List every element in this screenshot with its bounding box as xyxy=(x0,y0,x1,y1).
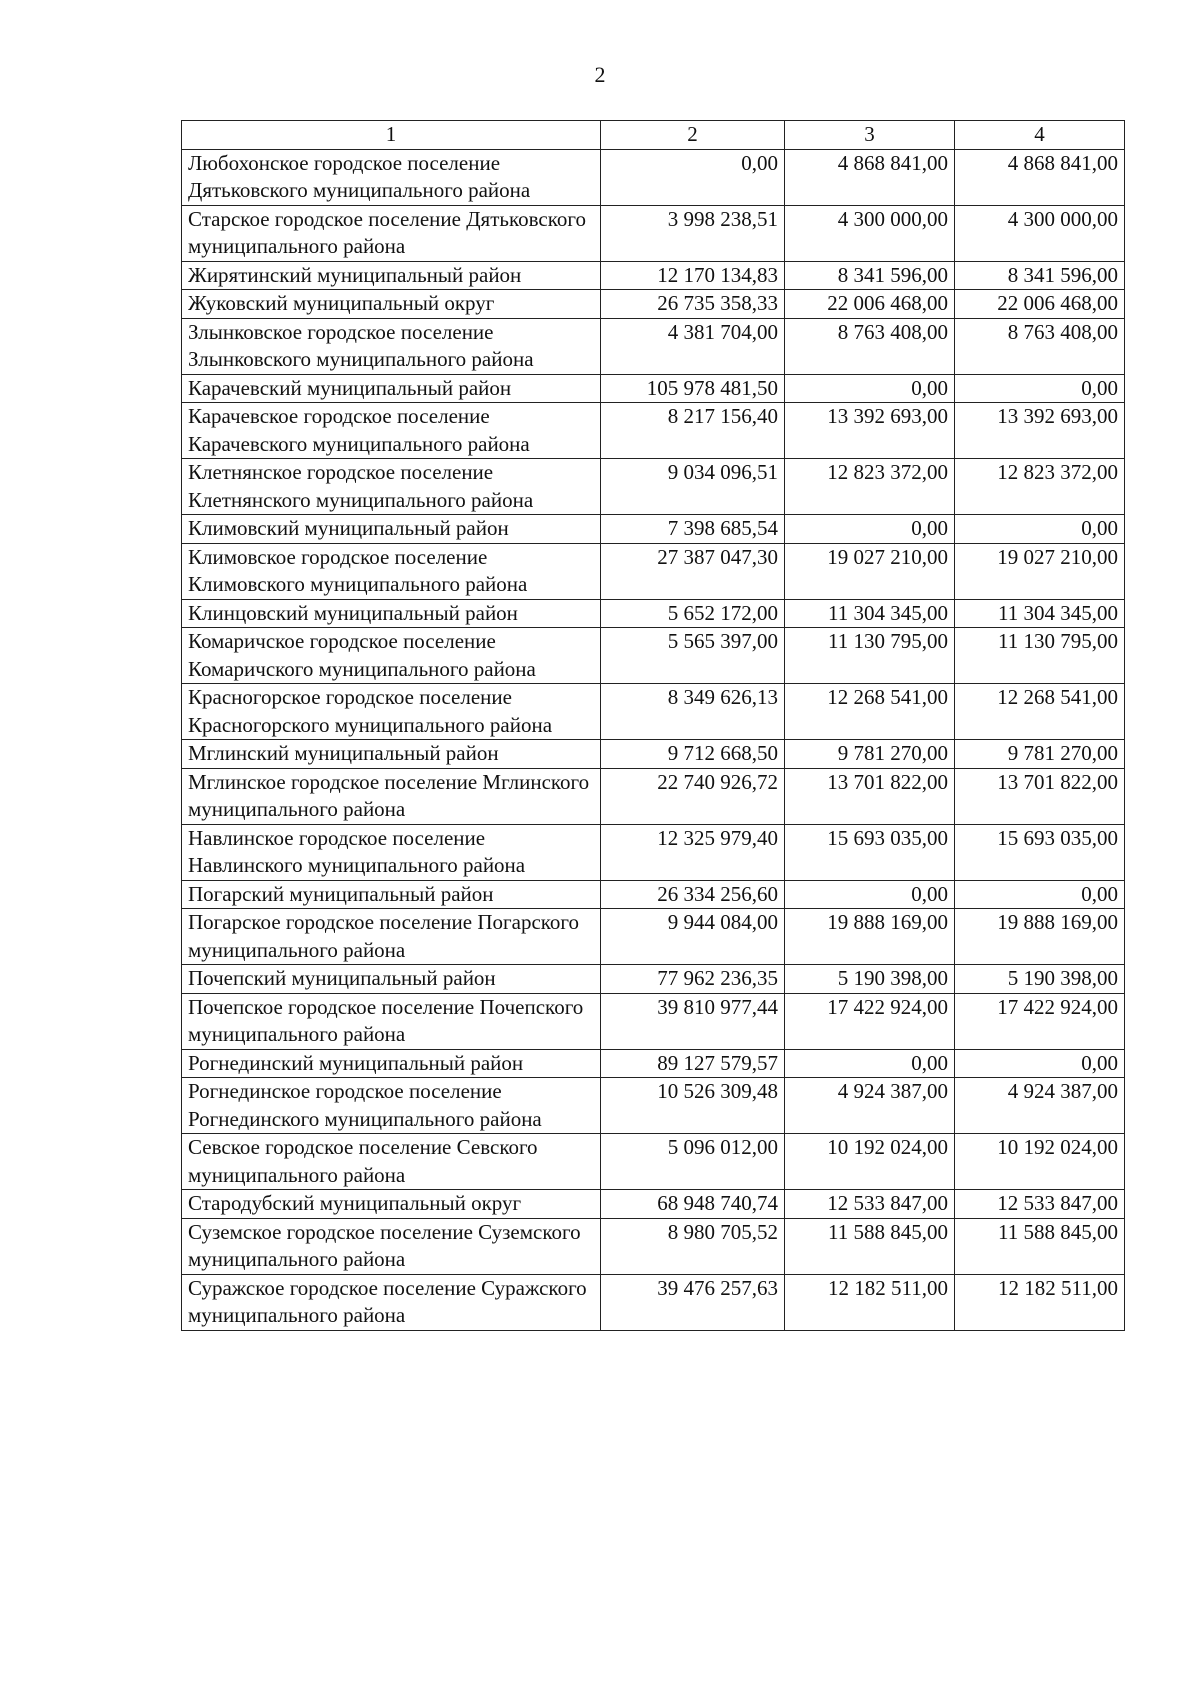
column-4-value-cell: 8 341 596,00 xyxy=(955,261,1125,290)
column-2-value-cell: 5 565 397,00 xyxy=(601,628,785,684)
column-3-value-cell: 12 268 541,00 xyxy=(785,684,955,740)
column-2-value-cell: 12 170 134,83 xyxy=(601,261,785,290)
column-3-value-cell: 22 006 468,00 xyxy=(785,290,955,319)
column-3-value-cell: 11 130 795,00 xyxy=(785,628,955,684)
column-2-value-cell: 12 325 979,40 xyxy=(601,824,785,880)
table-row xyxy=(182,965,1125,994)
table-row xyxy=(182,993,1125,1049)
municipality-name-cell: Красногорское городское поселение Красногорского муниципального района xyxy=(182,684,601,740)
table-row xyxy=(182,824,1125,880)
page-number: 2 xyxy=(594,62,606,87)
column-4-value-cell: 13 392 693,00 xyxy=(955,403,1125,459)
municipality-name-cell: Клетнянское городское поселение Клетнянского муниципального района xyxy=(182,459,601,515)
column-4-value-cell: 15 693 035,00 xyxy=(955,824,1125,880)
column-3-value-cell: 5 190 398,00 xyxy=(785,965,955,994)
municipality-name-cell: Севское городское поселение Севского муниципального района xyxy=(182,1134,601,1190)
column-3-value-cell: 15 693 035,00 xyxy=(785,824,955,880)
column-3-value-cell: 12 182 511,00 xyxy=(785,1274,955,1330)
column-4-value-cell: 17 422 924,00 xyxy=(955,993,1125,1049)
allocation-table xyxy=(181,120,1125,1331)
table-row xyxy=(182,1274,1125,1330)
column-3-value-cell: 0,00 xyxy=(785,374,955,403)
table-body xyxy=(182,149,1125,1330)
column-2-value-cell: 26 735 358,33 xyxy=(601,290,785,319)
municipality-name-cell: Рогнединский муниципальный район xyxy=(182,1049,601,1078)
column-2-value-cell: 27 387 047,30 xyxy=(601,543,785,599)
column-3-value-cell: 11 304 345,00 xyxy=(785,599,955,628)
table-row xyxy=(182,403,1125,459)
column-2-value-cell: 9 944 084,00 xyxy=(601,909,785,965)
column-4-value-cell: 0,00 xyxy=(955,1049,1125,1078)
column-3-value-cell: 12 823 372,00 xyxy=(785,459,955,515)
column-3-value-cell: 8 763 408,00 xyxy=(785,318,955,374)
column-3-value-cell: 19 888 169,00 xyxy=(785,909,955,965)
municipality-name-cell: Жирятинский муниципальный район xyxy=(182,261,601,290)
table-row xyxy=(182,149,1125,205)
municipality-name-cell: Почепский муниципальный район xyxy=(182,965,601,994)
column-4-value-cell: 9 781 270,00 xyxy=(955,740,1125,769)
column-3-value-cell: 9 781 270,00 xyxy=(785,740,955,769)
municipality-name-cell: Карачевское городское поселение Карачевского муниципального района xyxy=(182,403,601,459)
column-2-value-cell: 105 978 481,50 xyxy=(601,374,785,403)
column-header-2: 2 xyxy=(601,121,785,150)
column-2-value-cell: 89 127 579,57 xyxy=(601,1049,785,1078)
column-2-value-cell: 8 349 626,13 xyxy=(601,684,785,740)
table-row xyxy=(182,880,1125,909)
column-3-value-cell: 19 027 210,00 xyxy=(785,543,955,599)
column-3-value-cell: 8 341 596,00 xyxy=(785,261,955,290)
municipality-name-cell: Клинцовский муниципальный район xyxy=(182,599,601,628)
column-2-value-cell: 10 526 309,48 xyxy=(601,1078,785,1134)
column-4-value-cell: 12 533 847,00 xyxy=(955,1190,1125,1219)
column-header-4: 4 xyxy=(955,121,1125,150)
municipality-name-cell: Мглинский муниципальный район xyxy=(182,740,601,769)
column-4-value-cell: 10 192 024,00 xyxy=(955,1134,1125,1190)
column-3-value-cell: 4 924 387,00 xyxy=(785,1078,955,1134)
table-row xyxy=(182,909,1125,965)
table-row xyxy=(182,318,1125,374)
municipality-name-cell: Злынковское городское поселение Злынковского муниципального района xyxy=(182,318,601,374)
column-4-value-cell: 22 006 468,00 xyxy=(955,290,1125,319)
column-4-value-cell: 12 823 372,00 xyxy=(955,459,1125,515)
column-4-value-cell: 4 868 841,00 xyxy=(955,149,1125,205)
table-row xyxy=(182,1134,1125,1190)
municipality-name-cell: Карачевский муниципальный район xyxy=(182,374,601,403)
table-row xyxy=(182,205,1125,261)
column-3-value-cell: 4 868 841,00 xyxy=(785,149,955,205)
table-row xyxy=(182,740,1125,769)
table-row xyxy=(182,459,1125,515)
municipality-name-cell: Суземское городское поселение Суземского муниципального района xyxy=(182,1218,601,1274)
column-4-value-cell: 0,00 xyxy=(955,880,1125,909)
table-row xyxy=(182,374,1125,403)
column-2-value-cell: 5 096 012,00 xyxy=(601,1134,785,1190)
municipality-name-cell: Старское городское поселение Дятьковского муниципального района xyxy=(182,205,601,261)
column-2-value-cell: 26 334 256,60 xyxy=(601,880,785,909)
municipality-name-cell: Жуковский муниципальный округ xyxy=(182,290,601,319)
column-4-value-cell: 5 190 398,00 xyxy=(955,965,1125,994)
table-row xyxy=(182,684,1125,740)
column-4-value-cell: 8 763 408,00 xyxy=(955,318,1125,374)
column-2-value-cell: 39 476 257,63 xyxy=(601,1274,785,1330)
municipality-name-cell: Рогнединское городское поселение Рогнединского муниципального района xyxy=(182,1078,601,1134)
table-row xyxy=(182,768,1125,824)
table-row xyxy=(182,628,1125,684)
municipality-name-cell: Погарское городское поселение Погарского муниципального района xyxy=(182,909,601,965)
municipality-name-cell: Климовский муниципальный район xyxy=(182,515,601,544)
column-3-value-cell: 12 533 847,00 xyxy=(785,1190,955,1219)
table-row xyxy=(182,1190,1125,1219)
column-2-value-cell: 22 740 926,72 xyxy=(601,768,785,824)
table-row xyxy=(182,599,1125,628)
municipality-name-cell: Стародубский муниципальный округ xyxy=(182,1190,601,1219)
table-row xyxy=(182,261,1125,290)
column-3-value-cell: 11 588 845,00 xyxy=(785,1218,955,1274)
table-row xyxy=(182,1049,1125,1078)
column-2-value-cell: 9 034 096,51 xyxy=(601,459,785,515)
municipality-name-cell: Комаричское городское поселение Комаричского муниципального района xyxy=(182,628,601,684)
column-4-value-cell: 4 924 387,00 xyxy=(955,1078,1125,1134)
column-4-value-cell: 12 268 541,00 xyxy=(955,684,1125,740)
column-4-value-cell: 11 588 845,00 xyxy=(955,1218,1125,1274)
column-4-value-cell: 11 304 345,00 xyxy=(955,599,1125,628)
municipality-name-cell: Погарский муниципальный район xyxy=(182,880,601,909)
column-2-value-cell: 3 998 238,51 xyxy=(601,205,785,261)
column-3-value-cell: 10 192 024,00 xyxy=(785,1134,955,1190)
column-header-1: 1 xyxy=(182,121,601,150)
column-3-value-cell: 0,00 xyxy=(785,1049,955,1078)
column-2-value-cell: 4 381 704,00 xyxy=(601,318,785,374)
column-4-value-cell: 13 701 822,00 xyxy=(955,768,1125,824)
column-header-3: 3 xyxy=(785,121,955,150)
column-4-value-cell: 0,00 xyxy=(955,374,1125,403)
column-4-value-cell: 4 300 000,00 xyxy=(955,205,1125,261)
municipality-name-cell: Почепское городское поселение Почепского муниципального района xyxy=(182,993,601,1049)
column-2-value-cell: 8 980 705,52 xyxy=(601,1218,785,1274)
column-4-value-cell: 12 182 511,00 xyxy=(955,1274,1125,1330)
table-row xyxy=(182,515,1125,544)
municipality-name-cell: Суражское городское поселение Суражского муниципального района xyxy=(182,1274,601,1330)
column-2-value-cell: 8 217 156,40 xyxy=(601,403,785,459)
municipality-name-cell: Мглинское городское поселение Мглинского муниципального района xyxy=(182,768,601,824)
column-3-value-cell: 4 300 000,00 xyxy=(785,205,955,261)
municipality-name-cell: Любохонское городское поселение Дятьковского муниципального района xyxy=(182,149,601,205)
table-header-row xyxy=(182,121,1125,150)
column-4-value-cell: 19 027 210,00 xyxy=(955,543,1125,599)
municipality-name-cell: Климовское городское поселение Климовского муниципального района xyxy=(182,543,601,599)
column-2-value-cell: 77 962 236,35 xyxy=(601,965,785,994)
column-2-value-cell: 39 810 977,44 xyxy=(601,993,785,1049)
column-3-value-cell: 13 392 693,00 xyxy=(785,403,955,459)
municipality-name-cell: Навлинское городское поселение Навлинского муниципального района xyxy=(182,824,601,880)
table-row xyxy=(182,1078,1125,1134)
column-2-value-cell: 5 652 172,00 xyxy=(601,599,785,628)
table-row xyxy=(182,1218,1125,1274)
table-row xyxy=(182,543,1125,599)
column-3-value-cell: 17 422 924,00 xyxy=(785,993,955,1049)
column-2-value-cell: 0,00 xyxy=(601,149,785,205)
column-2-value-cell: 7 398 685,54 xyxy=(601,515,785,544)
column-4-value-cell: 19 888 169,00 xyxy=(955,909,1125,965)
column-2-value-cell: 9 712 668,50 xyxy=(601,740,785,769)
column-3-value-cell: 0,00 xyxy=(785,880,955,909)
table-row xyxy=(182,290,1125,319)
column-4-value-cell: 11 130 795,00 xyxy=(955,628,1125,684)
column-3-value-cell: 0,00 xyxy=(785,515,955,544)
column-3-value-cell: 13 701 822,00 xyxy=(785,768,955,824)
column-2-value-cell: 68 948 740,74 xyxy=(601,1190,785,1219)
column-4-value-cell: 0,00 xyxy=(955,515,1125,544)
